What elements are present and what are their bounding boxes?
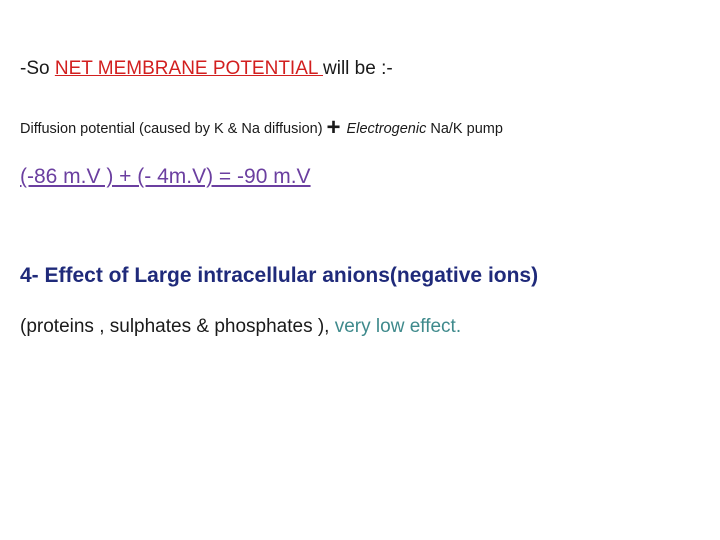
net-potential-line [20, 58, 393, 80]
pump-text: Na/K pump [426, 121, 503, 137]
plus-sign: + [326, 114, 341, 141]
low-effect-text: very low effect. [334, 316, 462, 337]
potential-components-line [20, 114, 503, 142]
anions-heading: 4- Effect of Large intracellular anions(negative ions) [20, 264, 539, 287]
electrogenic-text: Electrogenic [346, 121, 427, 137]
anions-list-text: (proteins , sulphates & phosphates ), [20, 316, 335, 337]
anions-description [20, 316, 461, 338]
net-membrane-potential-term: NET MEMBRANE POTENTIAL [54, 58, 324, 79]
net-potential-prefix: -So [20, 58, 55, 79]
net-potential-suffix: will be :- [323, 58, 393, 79]
potential-equation: (-86 m.V ) + (- 4m.V) = -90 m.V [20, 165, 311, 188]
diffusion-potential-text: Diffusion potential (caused by K & Na diffusion) [20, 121, 323, 137]
